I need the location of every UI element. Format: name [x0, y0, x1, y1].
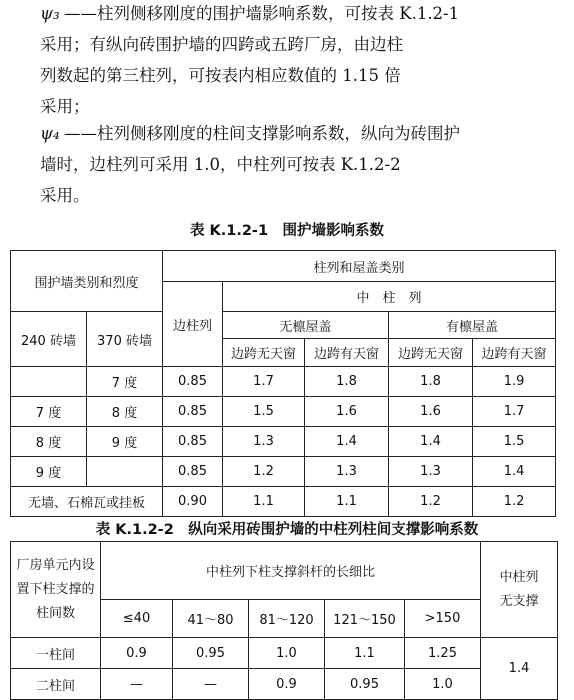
header-purlin-skylight: 边跨有天窗	[473, 339, 556, 367]
header-purlin-roof: 有檩屋盖	[389, 312, 556, 339]
cell-value: 0.9	[249, 669, 325, 700]
cell-value: —	[101, 669, 173, 700]
cell-value: 1.4	[305, 427, 389, 457]
header-no-purlin-roof: 无檩屋盖	[223, 312, 389, 339]
table-row	[11, 397, 556, 427]
header-column-roof: 柱列和屋盖类别	[163, 251, 556, 282]
psi3-line-1: ——柱列侧移刚度的围护墙影响系数，可按表 K.1.2-1	[64, 4, 460, 23]
cell-240: 8 度	[11, 427, 87, 457]
cell-no-support-value: 1.4	[481, 638, 558, 700]
cell-value: 1.3	[389, 457, 473, 487]
header-ratio: >150	[405, 600, 481, 638]
cell-370: 7 度	[87, 367, 163, 397]
table-bracing-influence	[10, 541, 558, 700]
cell-value: 1.25	[405, 638, 481, 669]
cell-value: 0.85	[163, 457, 223, 487]
header-no-purlin-no-skylight: 边跨无天窗	[223, 339, 305, 367]
cell-value: 1.6	[305, 397, 389, 427]
cell-240	[11, 367, 87, 397]
table1-caption: 表 K.1.2-1 围护墙影响系数	[189, 223, 385, 239]
cell-240: 7 度	[11, 397, 87, 427]
cell-value: 1.8	[305, 367, 389, 397]
cell-bay-label: 一柱间	[11, 638, 101, 669]
header-no-support: 中柱列无支撑	[481, 542, 558, 638]
paragraph-psi4	[40, 118, 560, 211]
psi3-symbol: ψ₃	[40, 4, 60, 23]
psi3-line-4: 采用；	[40, 97, 90, 116]
header-240-wall: 240 砖墙	[11, 312, 87, 367]
cell-value: 1.3	[305, 457, 389, 487]
cell-value: 1.9	[473, 367, 556, 397]
psi4-line-3: 采用。	[40, 186, 90, 205]
cell-bay-label: 二柱间	[11, 669, 101, 700]
cell-value: 0.85	[163, 427, 223, 457]
cell-value: 1.7	[223, 367, 305, 397]
header-ratio: 81～120	[249, 600, 325, 638]
cell-370: 8 度	[87, 397, 163, 427]
header-middle-column: 中 柱 列	[223, 282, 556, 312]
cell-value: 1.5	[473, 427, 556, 457]
psi3-line-3: 列数起的第三柱列，可按表内相应数值的 1.15 倍	[40, 66, 401, 85]
cell-value: 1.5	[223, 397, 305, 427]
header-wall-type: 围护墙类别和烈度	[11, 251, 163, 312]
table-row	[11, 487, 556, 517]
header-slenderness: 中柱列下柱支撑斜杆的长细比	[101, 542, 481, 600]
cell-value: 1.0	[405, 669, 481, 700]
table-row	[11, 457, 556, 487]
cell-value: 1.1	[305, 487, 389, 517]
psi4-line-2: 墙时，边柱列可采用 1.0，中柱列可按表 K.1.2-2	[40, 155, 401, 174]
table-row	[11, 367, 556, 397]
cell-value: 1.2	[473, 487, 556, 517]
cell-value: 1.7	[473, 397, 556, 427]
cell-370	[87, 457, 163, 487]
table-row	[11, 638, 558, 669]
cell-value: 0.90	[163, 487, 223, 517]
cell-value: 0.85	[163, 367, 223, 397]
cell-value: 1.1	[325, 638, 405, 669]
cell-value: 0.9	[101, 638, 173, 669]
cell-value: 0.95	[173, 638, 249, 669]
header-no-purlin-skylight: 边跨有天窗	[305, 339, 389, 367]
table-wall-influence	[10, 250, 556, 517]
table2-caption: 表 K.1.2-2 纵向采用砖围护墙的中柱列柱间支撑影响系数	[95, 522, 479, 538]
cell-value: 0.95	[325, 669, 405, 700]
header-support-bays: 厂房单元内设置下柱支撑的柱间数	[11, 542, 101, 638]
cell-value: 1.4	[473, 457, 556, 487]
cell-240: 9 度	[11, 457, 87, 487]
paragraph-psi3	[40, 0, 560, 122]
cell-value: 1.1	[223, 487, 305, 517]
table-row	[11, 427, 556, 457]
header-370-wall: 370 砖墙	[87, 312, 163, 367]
cell-value: 1.0	[249, 638, 325, 669]
header-purlin-no-skylight: 边跨无天窗	[389, 339, 473, 367]
cell-value: 1.8	[389, 367, 473, 397]
cell-value: 1.2	[389, 487, 473, 517]
psi4-line-1: ——柱列侧移刚度的柱间支撑影响系数，纵向为砖围护	[64, 124, 460, 143]
cell-value: —	[173, 669, 249, 700]
cell-value: 1.2	[223, 457, 305, 487]
header-edge-column: 边柱列	[163, 282, 223, 367]
header-ratio: ≤40	[101, 600, 173, 638]
psi3-line-2: 采用；有纵向砖围护墙的四跨或五跨厂房，由边柱	[40, 35, 403, 54]
header-ratio: 41～80	[173, 600, 249, 638]
cell-370: 9 度	[87, 427, 163, 457]
header-ratio: 121～150	[325, 600, 405, 638]
cell-value: 1.3	[223, 427, 305, 457]
psi4-symbol: ψ₄	[40, 124, 60, 143]
cell-value: 1.6	[389, 397, 473, 427]
cell-value: 1.4	[389, 427, 473, 457]
cell-value: 0.85	[163, 397, 223, 427]
cell-no-wall: 无墙、石棉瓦或挂板	[11, 487, 163, 517]
